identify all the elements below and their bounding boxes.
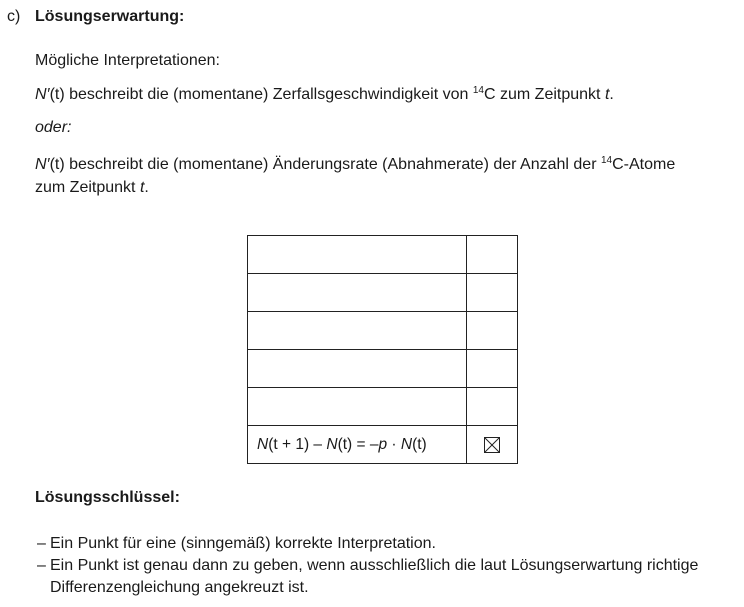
table-row-answer <box>248 426 517 464</box>
isotope-superscript: 14 <box>472 85 484 96</box>
table-cell-check <box>467 312 517 349</box>
table-row <box>248 236 517 274</box>
table-cell-check <box>467 274 517 311</box>
interpretation-text-after: C-Atome <box>612 156 676 173</box>
table-cell-check <box>467 426 517 464</box>
table-cell-check <box>467 350 517 387</box>
table-cell-option <box>248 388 467 425</box>
section-letter: c) <box>7 8 21 25</box>
table-row <box>248 274 517 312</box>
answer-table <box>247 235 518 464</box>
table-cell-option <box>248 312 467 349</box>
list-dash: – <box>37 557 46 574</box>
table-cell-option <box>248 236 467 273</box>
table-cell-option <box>248 426 467 464</box>
interpretation-text: beschreibt die (momentane) Zerfallsgeschwindigkeit von <box>64 86 473 103</box>
table-row <box>248 388 517 426</box>
interpretation-line-1 <box>35 86 614 104</box>
key-item-2-continued: Differenzengleichung angekreuzt ist. <box>50 579 309 596</box>
table-cell-check <box>467 236 517 273</box>
interpretation-line-3 <box>35 179 149 197</box>
isotope-superscript: 14 <box>600 155 613 166</box>
key-item-2 <box>37 557 698 575</box>
interpretation-line-2 <box>35 156 675 174</box>
oder-label: oder: <box>35 119 72 136</box>
interpretation-text: beschreibt die (momentane) Änderungsrate (Abnahmerate) der Anzahl der <box>64 156 601 173</box>
section-title: Lösungserwartung: <box>35 8 185 25</box>
key-item-text: Ein Punkt für eine (sinngemäß) korrekte Interpretation. <box>50 535 436 552</box>
list-dash: – <box>37 535 46 552</box>
table-row <box>248 350 517 388</box>
derivative-arg: (t) <box>49 156 65 173</box>
interpretation-text-after: C zum Zeitpunkt <box>484 86 605 103</box>
key-item-text: Ein Punkt ist genau dann zu geben, wenn ausschließlich die laut Lösungserwartung richtige <box>50 557 699 574</box>
checked-box-icon[interactable] <box>484 437 500 453</box>
time-variable: t <box>604 86 610 103</box>
derivative-arg: (t) <box>49 86 65 103</box>
period: . <box>609 86 614 103</box>
table-cell-option <box>248 274 467 311</box>
time-variable: t <box>139 179 145 196</box>
table-cell-check <box>467 388 517 425</box>
interpretation-text: zum Zeitpunkt <box>35 179 140 196</box>
key-item-1 <box>37 535 436 553</box>
interpretations-heading: Mögliche Interpretationen: <box>35 52 220 69</box>
table-row <box>248 312 517 350</box>
derivative-symbol: N′ <box>35 156 50 173</box>
derivative-symbol: N′ <box>35 86 50 103</box>
period: . <box>144 179 149 196</box>
difference-equation: N(t + 1) – N(t) = –p · N(t) <box>257 436 427 453</box>
table-cell-option <box>248 350 467 387</box>
key-heading: Lösungsschlüssel: <box>35 489 180 506</box>
